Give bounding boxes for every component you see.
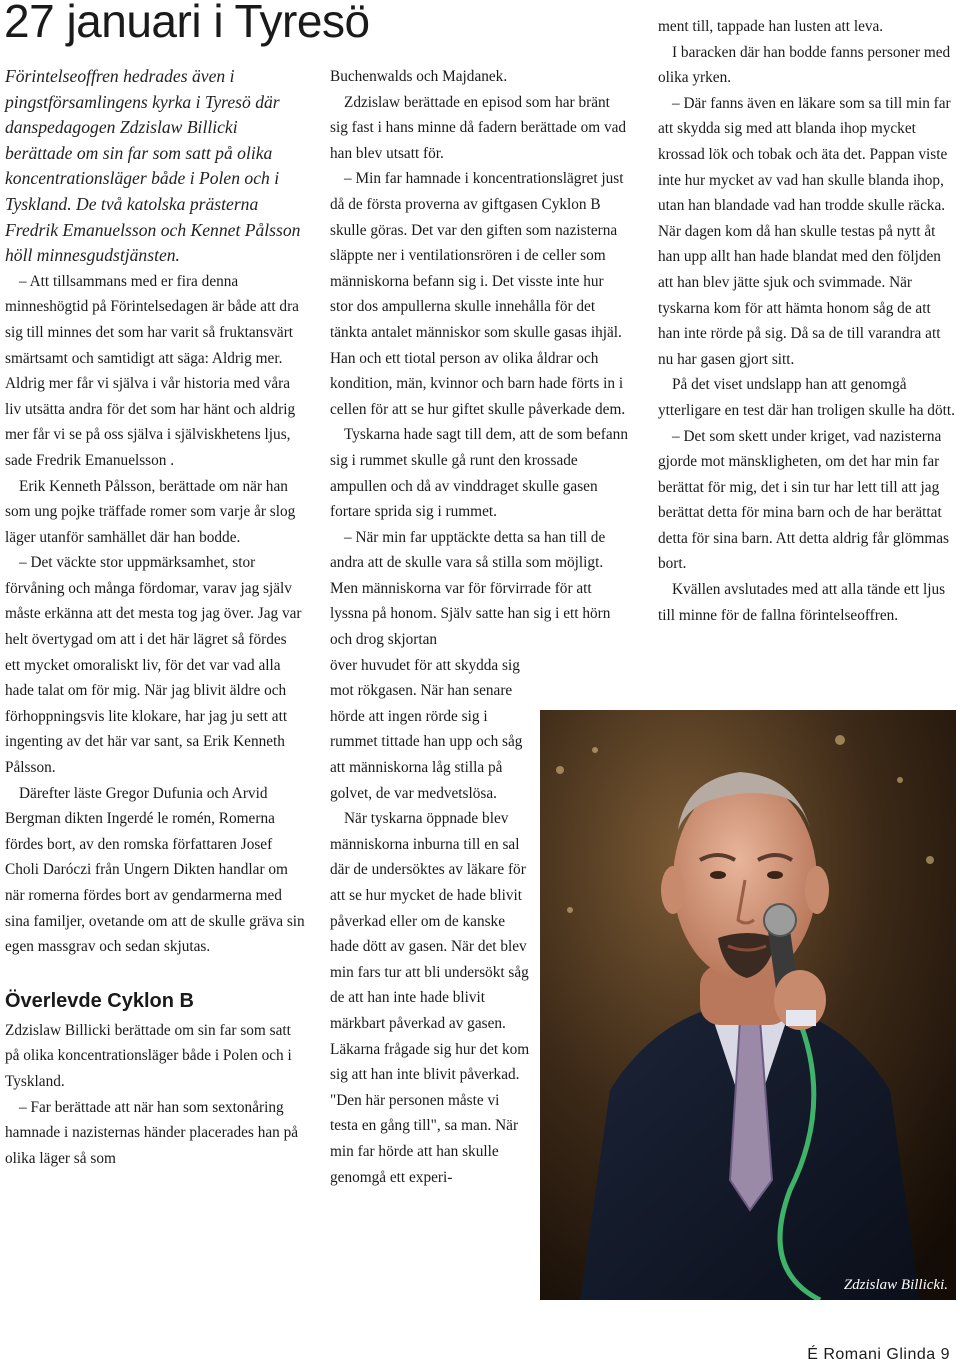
paragraph: Zdzislaw Billicki berättade om sin far som satt på olika koncentrationsläger både i Polen och i Tyskland. [5, 1021, 292, 1090]
paragraph: I baracken där han bodde fanns personer med olika yrken. [658, 43, 951, 87]
column-1 [5, 64, 305, 1171]
paragraph: På det viset undslapp han att genomgå ytterligare en test där han troligen skulle ha dött. [658, 376, 955, 419]
paragraph: – Far berättade att när han som sextonåring hamnade i nazisternas händer placerades han på olika läger så som [5, 1098, 299, 1167]
headline: 27 januari i Tyresö [4, 0, 370, 47]
paragraph: Erik Kenneth Pålsson, berättade om när han som ung pojke träffade romer som varje år slog läger utanför samhället där han bodde. [5, 477, 296, 546]
lead-paragraph: Förintelseoffren hedrades även i pingstförsamlingens kyrka i Tyresö där danspedagogen Zdzislaw Billicki berättade om sin far som satt på olika koncentrationsläger både i Polen och i Tyskland. De två katolska prästerna Fredrik Emanuelsson och Kennet Pålsson höll minnesgudstjänsten. [5, 66, 301, 266]
paragraph: – Det väckte stor uppmärksamhet, stor förvåning och många fördomar, varav jag själv måste erkänna att det mesta tog jag över. Jag var helt övertygad om att i det här lägret så fördes ett mycket omoraliskt liv, för det var vad alla hade talat om för mig. När jag blivit äldre och förhoppningsvis lite klokare, har jag ju sett att ingenting av det här var sant, sa Erik Kenneth Pålsson. [5, 554, 302, 777]
paragraph: Tyskarna hade sagt till dem, att de som befann sig i rummet skulle gå runt den krossade ampullen och då av vinddraget skulle gasen fortare sprida sig i rummet. [330, 426, 628, 521]
portrait-illustration [540, 710, 956, 1300]
paragraph: – När min far upptäckte detta sa han till de andra att de skulle vara så stilla som möjligt. Men människorna var för förvirrade för att lyssna på honom. Själv satte han sig i ett hörn och drog skjortan [330, 528, 611, 649]
subheading: Överlevde Cyklon B [5, 989, 194, 1012]
paragraph: – Att tillsammans med er fira denna minneshögtid på Förintelsedagen är både att dra sig till minnes det som har varit så fruktansvärt smärtsamt och samtidigt att säga: Aldrig mer. Aldrig mer får vi själva i vår historia med våra liv utsätta andra för det som har hänt och aldrig mer får vi se på oss själva i själviskhetens ljus, sade Fredrik Emanuelsson . [5, 272, 299, 469]
paragraph: över huvudet för att skydda sig mot rökgasen. När han senare hörde att ingen rörde sig i rummet tittade han upp och såg att människorna låg stilla på golvet, de var medvetslösa. [330, 656, 523, 802]
paragraph: – Där fanns även en läkare som sa till min far att skydda sig med att blanda ihop mycket krossad lök och tobak och äta det. Pappan viste inte hur mycket av vad han skulle blanda ihop, utan han blandade vad han trodde skulle räcka. När dagen kom då han skulle testas på nytt åt han upp allt han hade blandat med den följden att han blev jätte sjuk och svimmade. När tyskarna kom för att hämta honom såg de att han inte rörde på sig. Då sa de till varandra att nu har gasen gjort sitt. [658, 94, 951, 368]
paragraph: Buchenwalds och Majdanek. [330, 68, 508, 85]
paragraph: Därefter läste Gregor Dufunia och Arvid Bergman dikten Ingerdé le romén, Romerna fördes bort, av den romska författaren Josef Choli Daróczi från Ungern Dikten handlar om när romerna fördes bort av gendarmerna med sina familjer, ovetande om att de skulle gräva sin egen massgrav och sedan skjutas. [5, 784, 305, 956]
page-footer: É Romani Glinda 9 [807, 1346, 950, 1363]
paragraph: Kvällen avslutades med att alla tände ett ljus till minne för de fallna förintelseoffren. [658, 581, 946, 624]
portrait-photo [540, 710, 956, 1300]
paragraph: ment till, tappade han lusten att leva. [658, 18, 884, 35]
photo-caption: Zdzislaw Billicki. [843, 1277, 948, 1293]
paragraph: När tyskarna öppnade blev människorna inburna till en sal där de undersöktes av läkare för att se hur mycket de hade blivit påverkad eller om de kanske hade dött av gasen. När det blev min fars tur att bli undersökt såg de att han inte hade blivit märkbart påverkad av gasen. Läkarna frågade sig hur det kom sig att han inte blivit påverkad. "Den här personen måste vi testa en gång till", sa man. När min far hörde att han skulle genomgå ett experi- [330, 810, 530, 1186]
paragraph: – Det som skett under kriget, vad nazisterna gjorde mot mänskligheten, om det har min far berättat för mig, det i sin tur har lett till att jag berättat detta för mina barn och de har berättat detta för sina barn. Att detta aldrig får glömmas bort. [658, 427, 949, 573]
paragraph: Zdzislaw berättade en episod som har bränt sig fast i hans minne då fadern berättade om vad han blev utsatt för. [330, 93, 627, 162]
column-3 [658, 14, 956, 628]
paragraph: – Min far hamnade i koncentrationslägret just då de första proverna av giftgasen Cyklon B skulle göras. Det var den giften som nazisterna släppte ner i ventilationsrören i de celler som människorna befann sig i. Det visste inte hur stor dos ampullerna skulle innehålla för det tänkta antalet människor som skulle gasas ihjäl. Han och ett tiotal person av olika åldrar och kondition, män, kvinnor och barn hade förts in i cellen för att se hur giftet skulle påverkade dem. [330, 170, 626, 418]
